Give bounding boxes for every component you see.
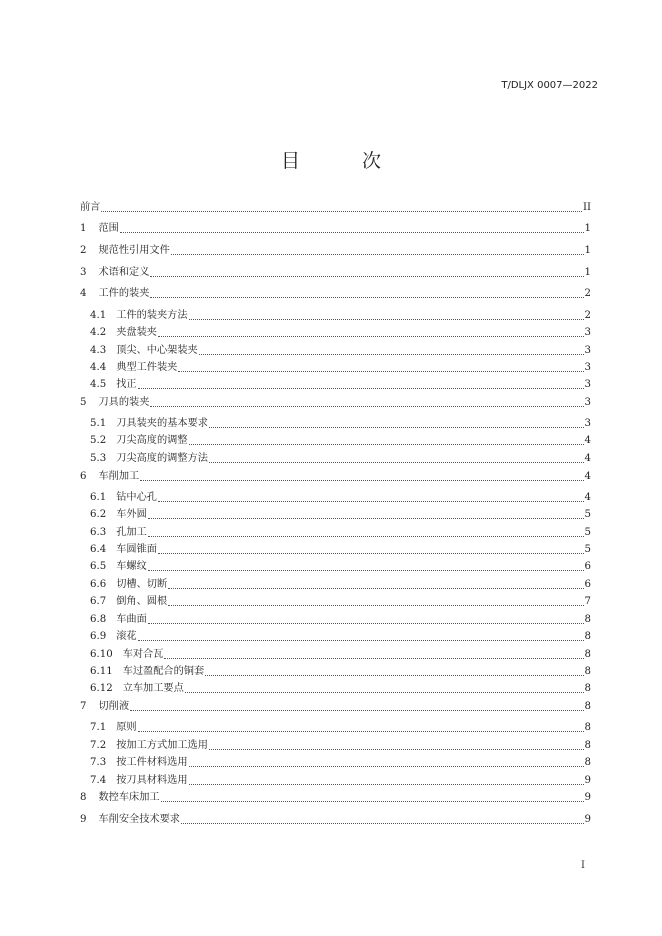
toc-entry-number: 6.12 — [90, 683, 113, 694]
toc-entry-page: 7 — [584, 596, 591, 607]
toc-entry — [80, 700, 591, 714]
toc-entry-label: 按刀具材料选用 — [116, 775, 188, 786]
toc-entry-page: 3 — [584, 397, 591, 408]
toc-dot-leader — [138, 640, 584, 641]
toc-entry-label: 钻中心孔 — [116, 492, 157, 503]
toc-entry-number: 6.8 — [90, 614, 107, 625]
toc-entry — [90, 508, 591, 522]
toc-entry-label: 车螺纹 — [116, 561, 147, 572]
toc-entry — [90, 756, 591, 770]
toc-entry-page: 3 — [584, 345, 591, 356]
toc-dot-leader — [138, 388, 584, 389]
toc-dot-leader — [181, 823, 584, 824]
toc-entry-label: 范围 — [98, 223, 119, 234]
toc-dot-leader — [158, 336, 584, 337]
toc-dot-leader — [158, 501, 584, 502]
toc-dot-leader — [101, 211, 582, 212]
page-number: I — [581, 860, 585, 871]
toc-entry-page: 4 — [584, 435, 591, 446]
toc-entry-label: 车削安全技术要求 — [98, 814, 180, 825]
toc-entry-page: II — [582, 202, 591, 213]
toc-entry-number: 9 — [80, 814, 87, 825]
toc-entry — [90, 361, 591, 375]
toc-entry-number: 7.1 — [90, 722, 107, 733]
toc-dot-leader — [150, 406, 583, 407]
toc-entry-number: 2 — [80, 245, 87, 256]
toc-entry-number: 8 — [80, 792, 87, 803]
toc-entry-label: 夹盘装夹 — [116, 327, 157, 338]
toc-entry-page: 2 — [584, 310, 591, 321]
document-code: T/DLJX 0007—2022 — [501, 80, 598, 91]
toc-entry-number: 7.2 — [90, 740, 107, 751]
toc-entry-label: 车曲面 — [116, 614, 147, 625]
toc-dot-leader — [185, 692, 584, 693]
toc-entry — [80, 396, 591, 410]
toc-entry-number: 1 — [80, 223, 87, 234]
toc-entry-number: 4.1 — [90, 310, 107, 321]
toc-entry-number: 7.3 — [90, 757, 107, 768]
toc-entry-label: 刀具装夹的基本要求 — [116, 418, 208, 429]
toc-entry — [90, 417, 591, 431]
toc-entry-number: 6.9 — [90, 631, 107, 642]
toc-entry-label: 顶尖、中心架装夹 — [116, 345, 198, 356]
toc-entry-page: 5 — [584, 527, 591, 538]
toc-entry-page: 3 — [584, 362, 591, 373]
toc-entry-number: 6.2 — [90, 509, 107, 520]
toc-dot-leader — [189, 766, 584, 767]
toc-dot-leader — [130, 710, 583, 711]
toc-entry-label: 车外圆 — [116, 509, 147, 520]
toc-entry — [90, 682, 591, 696]
toc-entry — [90, 630, 591, 644]
toc-entry — [80, 470, 591, 484]
toc-entry-label: 前言 — [80, 202, 101, 213]
toc-dot-leader — [209, 749, 584, 750]
toc-entry — [90, 613, 591, 627]
toc-dot-leader — [150, 276, 583, 277]
toc-entry-label: 规范性引用文件 — [98, 245, 170, 256]
toc-entry-page: 8 — [584, 722, 591, 733]
toc-entry — [80, 201, 591, 215]
toc-entry-label: 刀具的装夹 — [98, 397, 150, 408]
toc-entry-number: 3 — [80, 267, 87, 278]
toc-entry-label: 孔加工 — [116, 527, 147, 538]
toc-entry-label: 术语和定义 — [98, 267, 150, 278]
toc-entry-label: 工件的装夹方法 — [116, 310, 188, 321]
toc-entry-number: 5.2 — [90, 435, 107, 446]
toc-entry-label: 车圆锥面 — [116, 544, 157, 555]
toc-entry-page: 8 — [584, 757, 591, 768]
toc-entry-page: 5 — [584, 509, 591, 520]
toc-entry — [80, 813, 591, 827]
toc-entry-page: 1 — [584, 245, 591, 256]
toc-entry-page: 4 — [584, 492, 591, 503]
toc-entry-number: 5 — [80, 397, 87, 408]
toc-entry-page: 8 — [584, 666, 591, 677]
toc-dot-leader — [178, 371, 583, 372]
toc-entry — [90, 578, 591, 592]
toc-dot-leader — [209, 427, 584, 428]
toc-entry — [80, 287, 591, 301]
toc-entry — [80, 222, 591, 236]
toc-dot-leader — [164, 658, 583, 659]
toc-dot-leader — [148, 536, 584, 537]
toc-entry — [90, 739, 591, 753]
toc-entry — [90, 560, 591, 574]
toc-entry-number: 6.6 — [90, 579, 107, 590]
toc-entry-label: 典型工件装夹 — [116, 362, 178, 373]
toc-entry — [90, 491, 591, 505]
toc-entry-label: 切槽、切断 — [116, 579, 168, 590]
toc-entry — [90, 326, 591, 340]
toc-dot-leader — [189, 444, 584, 445]
toc-entry-label: 按加工方式加工选用 — [116, 740, 208, 751]
toc-entry-page: 6 — [584, 579, 591, 590]
toc-entry-number: 4.5 — [90, 379, 107, 390]
toc-dot-leader — [148, 623, 584, 624]
toc-entry-number: 6.10 — [90, 649, 113, 660]
toc-entry-page: 9 — [584, 814, 591, 825]
toc-entry — [90, 774, 591, 788]
toc-entry-number: 6 — [80, 471, 87, 482]
toc-entry-number: 5.1 — [90, 418, 107, 429]
toc-dot-leader — [171, 254, 584, 255]
toc-entry-page: 5 — [584, 544, 591, 555]
toc-entry — [80, 791, 591, 805]
toc-entry-page: 8 — [584, 631, 591, 642]
toc-entry-page: 8 — [584, 701, 591, 712]
toc-entry-number: 4.2 — [90, 327, 107, 338]
toc-entry — [90, 543, 591, 557]
toc-entry-page: 8 — [584, 649, 591, 660]
toc-entry-page: 8 — [584, 740, 591, 751]
toc-entry-page: 4 — [584, 471, 591, 482]
toc-entry-label: 数控车床加工 — [98, 792, 160, 803]
toc-entry-label: 工件的装夹 — [98, 288, 150, 299]
toc-dot-leader — [138, 731, 584, 732]
toc-entry-page: 9 — [584, 792, 591, 803]
toc-entry — [90, 648, 591, 662]
toc-entry — [90, 721, 591, 735]
toc-entry-label: 车过盈配合的铜套 — [122, 666, 205, 677]
toc-entry-page: 9 — [584, 775, 591, 786]
toc-entry-label: 车削加工 — [98, 471, 140, 482]
toc-entry-number: 4 — [80, 288, 87, 299]
toc-entry-label: 找正 — [116, 379, 137, 390]
toc-entry-number: 6.5 — [90, 561, 107, 572]
toc-entry-page: 4 — [584, 453, 591, 464]
toc-dot-leader — [168, 605, 583, 606]
toc-entry-number: 6.3 — [90, 527, 107, 538]
toc-entry — [90, 452, 591, 466]
toc-entry — [90, 526, 591, 540]
toc-entry-page: 1 — [584, 223, 591, 234]
toc-dot-leader — [161, 801, 584, 802]
toc-dot-leader — [140, 480, 583, 481]
toc-dot-leader — [199, 354, 584, 355]
toc-entry-label: 按工件材料选用 — [116, 757, 188, 768]
toc-entry-number: 6.7 — [90, 596, 107, 607]
toc-dot-leader — [150, 297, 583, 298]
toc-entry-label: 刀尖高度的调整方法 — [116, 453, 208, 464]
toc-entry-label: 刀尖高度的调整 — [116, 435, 188, 446]
toc-entry — [90, 378, 591, 392]
toc-entry-number: 6.4 — [90, 544, 107, 555]
toc-entry-number: 4.3 — [90, 345, 107, 356]
page-title: 目 次 — [280, 150, 410, 172]
toc-entry-page: 2 — [584, 288, 591, 299]
toc-dot-leader — [158, 553, 584, 554]
toc-entry-number: 7 — [80, 701, 87, 712]
toc-entry — [80, 244, 591, 258]
toc-entry — [90, 595, 591, 609]
toc-entry-label: 倒角、圆根 — [116, 596, 168, 607]
toc-entry-number: 4.4 — [90, 362, 107, 373]
toc-entry — [80, 266, 591, 280]
toc-entry-label: 立车加工要点 — [122, 683, 184, 694]
toc-dot-leader — [168, 588, 583, 589]
toc-entry-page: 6 — [584, 561, 591, 572]
toc-entry — [90, 344, 591, 358]
toc-entry-page: 3 — [584, 327, 591, 338]
toc-entry-page: 1 — [584, 267, 591, 278]
toc-entry-page: 3 — [584, 379, 591, 390]
toc-dot-leader — [148, 570, 584, 571]
toc-entry — [90, 309, 591, 323]
toc-dot-leader — [189, 319, 584, 320]
toc-entry — [90, 434, 591, 448]
toc-entry-number: 7.4 — [90, 775, 107, 786]
toc-entry-number: 5.3 — [90, 453, 107, 464]
toc-entry-page: 8 — [584, 683, 591, 694]
toc-entry-label: 切削液 — [98, 701, 130, 712]
toc-entry-page: 3 — [584, 418, 591, 429]
toc-dot-leader — [189, 784, 584, 785]
toc-entry-label: 滚花 — [116, 631, 137, 642]
toc-dot-leader — [120, 232, 584, 233]
toc-entry-label: 原则 — [116, 722, 137, 733]
toc-entry — [90, 665, 591, 679]
toc-entry-page: 8 — [584, 614, 591, 625]
toc-entry-number: 6.1 — [90, 492, 107, 503]
toc-dot-leader — [209, 462, 584, 463]
toc-dot-leader — [205, 675, 583, 676]
toc-entry-label: 车对合瓦 — [122, 649, 164, 660]
toc-dot-leader — [148, 518, 584, 519]
toc-entry-number: 6.11 — [90, 666, 113, 677]
